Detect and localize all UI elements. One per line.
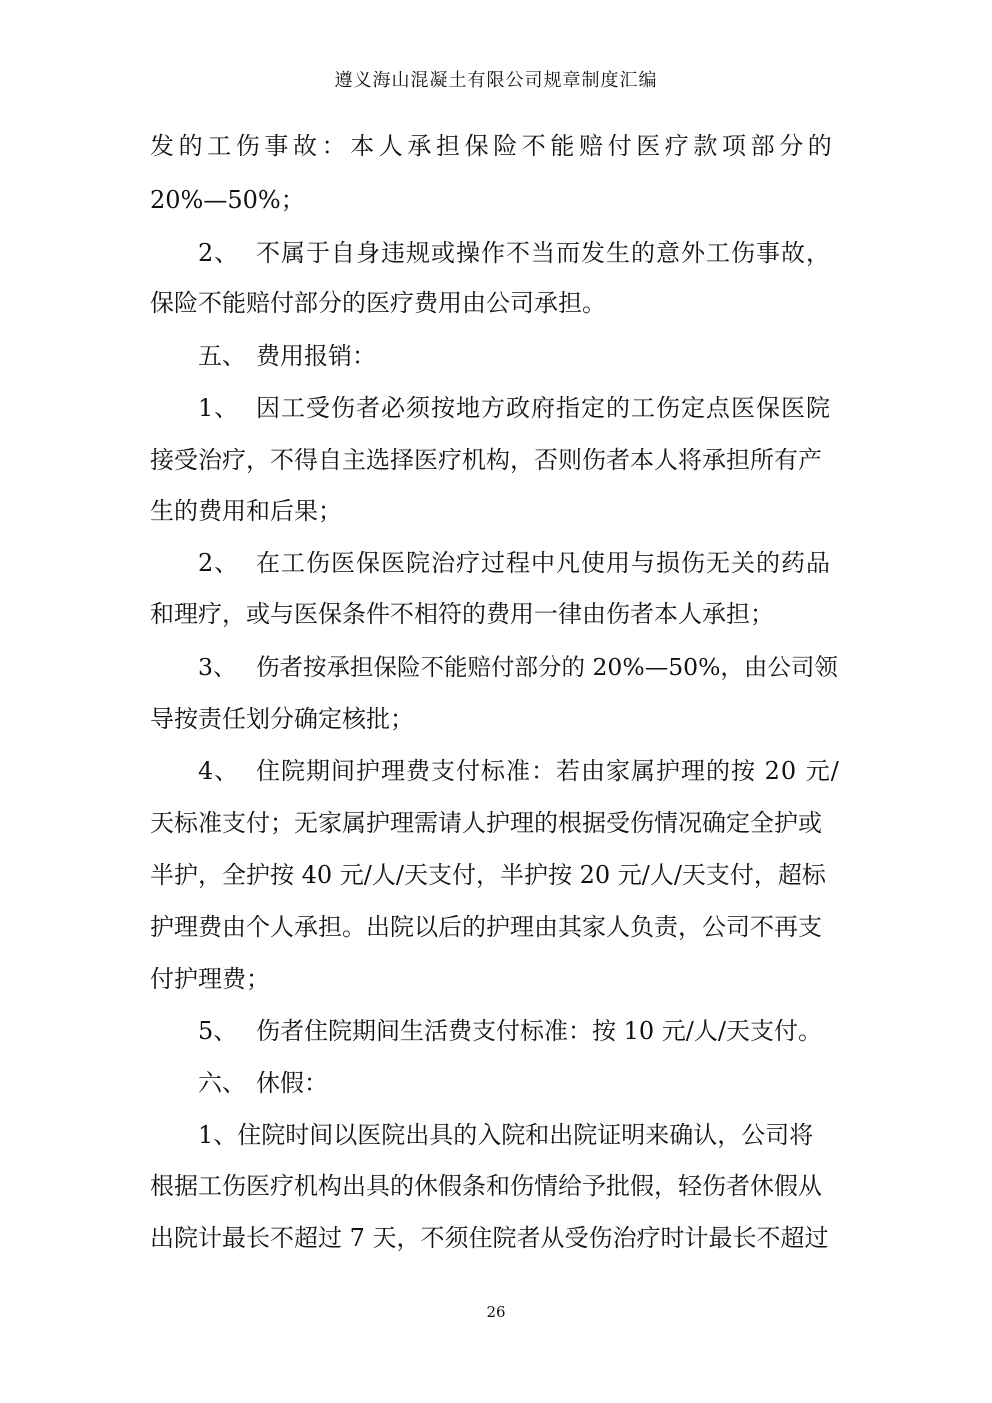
text-line: 生的费用和后果；	[150, 497, 342, 525]
list-item-text: 住院期间护理费支付标准：若由家属护理的按 20 元/	[256, 757, 840, 785]
list-item-number: 1、	[198, 394, 240, 422]
list-item	[198, 652, 842, 682]
text-line: 20%—50%；	[150, 186, 305, 214]
list-item-text: 伤者按承担保险不能赔付部分的 20%—50%，由公司领	[256, 653, 838, 681]
text-line: 和理疗，或与医保条件不相符的费用一律由伤者本人承担；	[150, 600, 774, 628]
list-item	[198, 548, 842, 578]
text-line: 天标准支付；无家属护理需请人护理的根据受伤情况确定全护或	[150, 809, 822, 837]
list-item-number: 5、	[198, 1017, 238, 1045]
list-item: 1、住院时间以医院出具的入院和出院证明来确认，公司将	[198, 1121, 814, 1149]
list-item-text: 在工伤医保医院治疗过程中凡使用与损伤无关的药品	[256, 549, 831, 577]
text-line: 出院计最长不超过 7 天，不须住院者从受伤治疗时计最长不超过	[150, 1224, 829, 1252]
text-line: 付护理费；	[150, 965, 270, 993]
text-line: 护理费由个人承担。出院以后的护理由其家人负责，公司不再支	[150, 913, 822, 941]
section-title: 休假：	[256, 1069, 328, 1097]
text-line: 根据工伤医疗机构出具的休假条和伤情给予批假，轻伤者休假从	[150, 1172, 822, 1200]
page-header: 遵义海山混凝土有限公司规章制度汇编	[334, 70, 658, 91]
list-item	[198, 238, 842, 268]
list-item	[198, 756, 842, 786]
list-item-text: 因工受伤者必须按地方政府指定的工伤定点医保医院	[256, 394, 831, 422]
list-item-number: 2、	[198, 239, 240, 267]
text-line: 接受治疗，不得自主选择医疗机构，否则伤者本人将承担所有产	[150, 446, 822, 474]
page-number: 26	[486, 1303, 506, 1321]
list-item-number: 4、	[198, 757, 240, 785]
section-heading	[198, 1068, 842, 1098]
list-item-text: 伤者住院期间生活费支付标准：按 10 元/人/天支付。	[256, 1017, 822, 1045]
list-item-text: 不属于自身违规或操作不当而发生的意外工伤事故，	[256, 239, 831, 267]
text-line: 导按责任划分确定核批；	[150, 705, 414, 733]
text-line: 保险不能赔付部分的医疗费用由公司承担。	[150, 289, 606, 317]
text-line: 半护，全护按 40 元/人/天支付，半护按 20 元/人/天支付，超标	[150, 861, 826, 889]
section-title: 费用报销：	[256, 342, 376, 370]
text-line: 发的工伤事故：本人承担保险不能赔付医疗款项部分的	[150, 132, 837, 160]
list-item-number: 3、	[198, 653, 237, 681]
list-item	[198, 393, 842, 423]
list-item	[198, 1016, 842, 1046]
list-item-number: 2、	[198, 549, 240, 577]
section-number: 五、	[198, 342, 246, 370]
section-number: 六、	[198, 1069, 246, 1097]
section-heading	[198, 341, 842, 371]
